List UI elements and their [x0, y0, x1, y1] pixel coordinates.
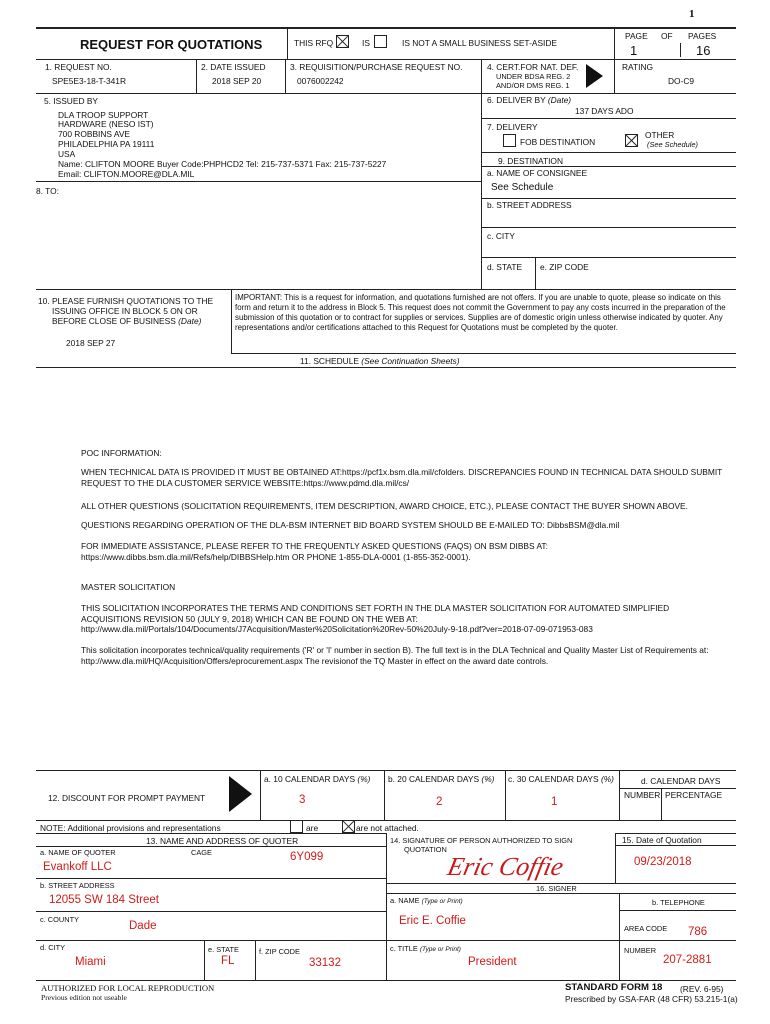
- standard-form-title: STANDARD FORM 18: [565, 982, 663, 993]
- county-label: c. COUNTY: [40, 915, 80, 924]
- of-label: OF: [661, 31, 673, 41]
- divider: [535, 257, 536, 289]
- discount-20-days-value[interactable]: 2: [436, 796, 443, 808]
- pages-label: PAGES: [688, 31, 717, 41]
- zip-label: f. ZIP CODE: [259, 947, 300, 956]
- quoter-street-label: b. STREET ADDRESS: [40, 881, 115, 890]
- number-label: NUMBER: [624, 790, 661, 800]
- divider: [481, 118, 736, 119]
- divider: [481, 198, 736, 199]
- note-label: NOTE: Additional provisions and representations: [40, 823, 221, 833]
- divider: [615, 833, 616, 883]
- arrow-right-icon: [586, 64, 604, 88]
- is-label: IS: [362, 38, 370, 48]
- quoter-street-value[interactable]: 12055 SW 184 Street: [49, 894, 159, 906]
- discount-10-days-value[interactable]: 3: [299, 794, 306, 806]
- are-not-checkbox-checked[interactable]: [342, 820, 355, 833]
- rating-value: DO-C9: [668, 76, 695, 86]
- county-value[interactable]: Dade: [129, 920, 157, 932]
- block10-line2: ISSUING OFFICE IN BLOCK 5 ON OR: [52, 306, 198, 316]
- divider: [36, 833, 386, 834]
- phone-number-value[interactable]: 207-2881: [663, 954, 712, 966]
- other-questions-paragraph: ALL OTHER QUESTIONS (SOLICITATION REQUIREMENTS, ITEM DESCRIPTION, AWARD CHOICE, ETC.), PLEASE CONTACT THE BUYER SHOWN ABOVE.: [81, 501, 688, 511]
- fob-destination-label: FOB DESTINATION: [520, 137, 596, 147]
- state-label: d. STATE: [487, 262, 523, 272]
- date-of-quotation-label: 15. Date of Quotation: [622, 835, 702, 845]
- divider: [386, 833, 387, 980]
- is-checkbox[interactable]: [374, 35, 387, 48]
- delivery-label: 7. DELIVERY: [487, 122, 538, 132]
- area-code-value[interactable]: 786: [688, 926, 708, 938]
- dibbs-questions-paragraph: QUESTIONS REGARDING OPERATION OF THE DLA-BSM INTERNET BID BOARD SYSTEM SHOULD BE E-MAILED TO: DibbsBSM@dla.mil: [81, 520, 620, 530]
- zip-label: e. ZIP CODE: [540, 262, 589, 272]
- quoter-name-label: a. NAME OF QUOTER: [40, 848, 116, 857]
- zip-value[interactable]: 33132: [309, 957, 341, 969]
- page-label: PAGE: [625, 31, 648, 41]
- city-label: d. CITY: [40, 943, 66, 952]
- tq-requirements-paragraph: This solicitation incorporates technical/quality requirements ('R' or 'I' number in section B). The full text is in the DLA Technical and Quality Master List of Requirements at: http://www.dla.mil/HQ/Acquisition/Offers/eprocurement.aspx The revisionof the TQ Master in effect on the award date controls.: [81, 645, 709, 666]
- small-business-label: IS NOT A SMALL BUSINESS SET-ASIDE: [402, 38, 557, 48]
- rfq-checkbox-checked[interactable]: [336, 35, 349, 48]
- this-rfq-label: THIS RFQ: [294, 38, 334, 48]
- assistance-paragraph: FOR IMMEDIATE ASSISTANCE, PLEASE REFER TO THE FREQUENTLY ASKED QUESTIONS (FAQS) ON BSM DIBBS AT: https://www.dibbs.bsm.dla.mil/Refs/help/DIBBSHelp.htm OR PHONE 1-855-DLA-0001 (1-855-352-0001).: [81, 541, 548, 562]
- see-schedule-label: (See Schedule): [647, 140, 698, 149]
- cage-label: CAGE: [191, 848, 212, 857]
- consignee-value: See Schedule: [491, 182, 554, 193]
- issued-by-email: Email: CLIFTON.MOORE@DLA.MIL: [58, 169, 195, 179]
- arrow-right-icon: [229, 776, 253, 812]
- signature-label: 14. SIGNATURE OF PERSON AUTHORIZED TO SIGN: [390, 836, 573, 845]
- consignee-label: a. NAME OF CONSIGNEE: [487, 168, 588, 178]
- master-solicitation-paragraph: THIS SOLICITATION INCORPORATES THE TERMS AND CONDITIONS SET FORTH IN THE DLA MASTER SOLICITATION FOR AUTOMATED SIMPLIFIED ACQUISITIONS REVISION 50 (JULY 9, 2018) WHICH CAN BE FOUND ON THE WEB AT: http://www.dla.mil/Portals/104/Documents/J7Acquisition/Master%20Solicitation%20Rev-50%20July-9-18.pdf?ver=2018-07-09-071953-083: [81, 603, 670, 634]
- discount-label: 12. DISCOUNT FOR PROMPT PAYMENT: [48, 793, 206, 803]
- are-not-label: are not attached.: [356, 823, 419, 833]
- divider: [619, 770, 620, 820]
- request-no-label: 1. REQUEST NO.: [45, 62, 112, 72]
- form-title: REQUEST FOR QUOTATIONS: [80, 37, 263, 52]
- date-of-quotation-value[interactable]: 09/23/2018: [634, 856, 692, 868]
- divider: [36, 980, 736, 981]
- divider: [615, 845, 736, 846]
- block10-value: 2018 SEP 27: [66, 338, 116, 348]
- divider: [36, 181, 481, 182]
- previous-edition: Previous edition not useable: [41, 993, 127, 1002]
- cert-line2: UNDER BDSA REG. 2: [496, 72, 571, 81]
- divider: [36, 911, 386, 912]
- divider: [231, 353, 736, 354]
- date-issued-label: 2. DATE ISSUED: [201, 62, 266, 72]
- divider: [680, 43, 681, 57]
- authorized-reproduction: AUTHORIZED FOR LOCAL REPRODUCTION: [41, 983, 215, 993]
- issued-by-line: HARDWARE (NESO IST): [58, 119, 154, 129]
- street-address-label: b. STREET ADDRESS: [487, 200, 572, 210]
- divider: [287, 27, 288, 59]
- divider: [619, 910, 736, 911]
- divider: [36, 770, 736, 771]
- calendar-days-label: d. CALENDAR DAYS: [641, 776, 721, 786]
- state-value[interactable]: FL: [221, 955, 235, 967]
- issued-by-line: 700 ROBBINS AVE: [58, 129, 130, 139]
- telephone-label: b. TELEPHONE: [652, 898, 705, 907]
- deliver-by-label: 6. DELIVER BY (Date): [487, 95, 572, 105]
- signer-title-label: c. TITLE (Type or Print): [390, 944, 461, 953]
- cert-line3: AND/OR DMS REG. 1: [496, 81, 570, 90]
- handwritten-signature: Eric Coffie: [445, 852, 567, 881]
- divider: [661, 788, 662, 820]
- signer-name-label: a. NAME (Type or Print): [390, 896, 463, 905]
- other-checkbox-checked[interactable]: [625, 134, 638, 147]
- pages-value: 16: [696, 43, 711, 58]
- state-label: e. STATE: [208, 945, 239, 954]
- prescribed-by: Prescribed by GSA-FAR (48 CFR) 53.215-1(a): [565, 994, 738, 1004]
- discount-10-days-label: a. 10 CALENDAR DAYS (%): [264, 774, 371, 784]
- divider: [614, 27, 615, 93]
- divider: [36, 367, 736, 368]
- cert-label: 4. CERT.FOR NAT. DEF.: [487, 62, 579, 72]
- divider: [255, 940, 256, 980]
- quoter-heading: 13. NAME AND ADDRESS OF QUOTER: [146, 836, 299, 846]
- divider: [386, 893, 736, 894]
- divider: [386, 940, 736, 941]
- city-value[interactable]: Miami: [75, 956, 106, 968]
- fob-destination-checkbox[interactable]: [503, 134, 516, 147]
- page-value: 1: [630, 43, 638, 58]
- schedule-label: 11. SCHEDULE (See Continuation Sheets): [300, 356, 460, 366]
- to-label: 8. TO:: [36, 186, 59, 196]
- divider: [36, 940, 386, 941]
- cage-value[interactable]: 6Y099: [290, 851, 324, 863]
- divider: [36, 878, 386, 879]
- issued-by-contact: Name: CLIFTON MOORE Buyer Code:PHPHCD2 Tel: 215-737-5371 Fax: 215-737-5227: [58, 159, 387, 169]
- rating-label: RATING: [622, 62, 654, 72]
- issued-by-line: DLA TROOP SUPPORT: [58, 110, 149, 120]
- poc-heading: POC INFORMATION:: [81, 448, 162, 458]
- divider: [36, 820, 736, 821]
- request-no-value: SPE5E3-18-T-341R: [52, 76, 127, 86]
- date-issued-value: 2018 SEP 20: [212, 76, 262, 86]
- are-checkbox[interactable]: [290, 820, 303, 833]
- divider: [285, 59, 286, 93]
- issued-by-line: USA: [58, 149, 76, 159]
- percentage-label: PERCENTAGE: [665, 790, 723, 800]
- divider: [619, 788, 736, 789]
- discount-30-days-value[interactable]: 1: [551, 796, 558, 808]
- block10-line1: 10. PLEASE FURNISH QUOTATIONS TO THE: [38, 296, 214, 306]
- requisition-label: 3. REQUISITION/PURCHASE REQUEST NO.: [290, 62, 463, 72]
- signature-label-2: QUOTATION: [404, 845, 447, 854]
- other-label: OTHER: [645, 130, 675, 140]
- block10-line3: BEFORE CLOSE OF BUSINESS (Date): [52, 316, 202, 326]
- divider: [619, 893, 620, 980]
- quoter-name-value[interactable]: Evankoff LLC: [43, 861, 112, 873]
- page-number: 1: [689, 8, 695, 20]
- signer-name-value[interactable]: Eric E. Coffie: [399, 915, 466, 927]
- deliver-by-value: 137 DAYS ADO: [575, 106, 634, 116]
- divider: [481, 257, 736, 258]
- discount-30-days-label: c. 30 CALENDAR DAYS (%): [508, 774, 614, 784]
- top-border: [36, 27, 736, 29]
- requisition-value: 0076002242: [297, 76, 344, 86]
- issued-by-label: 5. ISSUED BY: [44, 96, 98, 106]
- destination-label: 9. DESTINATION: [498, 156, 563, 166]
- divider: [481, 166, 736, 167]
- important-notice: IMPORTANT: This is a request for information, and quotations furnished are not offers. If you are unable to quote, please so indicate on this form and return it to the address in Block 5. This request does not commit the Government to pay any costs incurred in the preparation of the submission of this quotation or to contract for supplies or services. Supplies are of domestic origin unless otherwise indicated by quoter. Any representations and/or certifications attached to this Request for Quotations must be completed by the quoter.: [235, 293, 726, 332]
- divider: [615, 833, 736, 834]
- discount-20-days-label: b. 20 CALENDAR DAYS (%): [388, 774, 495, 784]
- divider: [481, 152, 736, 153]
- signer-heading: 16. SIGNER: [536, 884, 577, 893]
- divider: [204, 940, 205, 980]
- master-solicitation-heading: MASTER SOLICITATION: [81, 582, 176, 592]
- number-label: NUMBER: [624, 946, 657, 955]
- signer-title-value[interactable]: President: [468, 956, 517, 968]
- tech-data-paragraph: WHEN TECHNICAL DATA IS PROVIDED IT MUST BE OBTAINED AT:https://pcf1x.bsm.dla.mil/cfolders. DISCREPANCIES FOUND IN TECHNICAL DATA SHOULD SUBMIT REQUEST TO THE DLA CUSTOMER SERVICE WEBSITE:https://www.pdmd.dla.mil/cs/: [81, 467, 723, 488]
- divider: [231, 289, 232, 353]
- divider: [36, 289, 736, 290]
- divider: [481, 227, 736, 228]
- city-label: c. CITY: [487, 231, 515, 241]
- divider: [36, 93, 736, 94]
- divider: [36, 846, 386, 847]
- issued-by-line: PHILADELPHIA PA 19111: [58, 139, 155, 149]
- divider: [196, 59, 197, 93]
- divider: [384, 770, 385, 820]
- divider: [260, 770, 261, 820]
- header-divider: [36, 59, 736, 60]
- are-label: are: [306, 823, 319, 833]
- divider: [505, 770, 506, 820]
- area-code-label: AREA CODE: [624, 924, 668, 933]
- revision: (REV. 6-95): [680, 984, 724, 994]
